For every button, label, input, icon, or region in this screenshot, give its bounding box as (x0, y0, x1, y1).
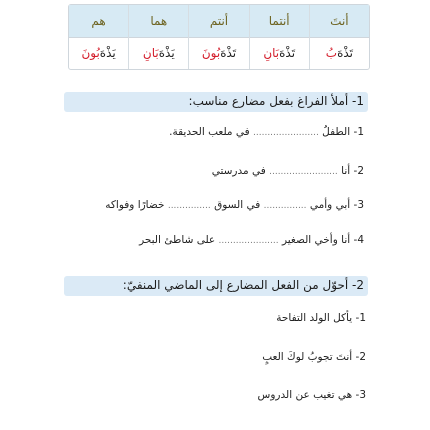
exercise-line: 1- الطفلُ ....................... في ملعب الحديقة. (169, 126, 364, 138)
exercise-line: 2- أنا ........................ في مدرستي (211, 165, 364, 177)
verb-cell: تَذْهَ بُونَ (188, 37, 248, 69)
verb-cell: تَذْهَ بُ (309, 37, 369, 69)
verb-cell: يَذْهَ بَانِ (128, 37, 188, 69)
pronoun-header-row (69, 5, 369, 38)
section2-title-bar (64, 276, 368, 296)
exercise-line: 3- هي تغيب عن الدروس (257, 389, 366, 401)
exercise-line: 1- يأكل الولد التفاحة (276, 312, 366, 324)
section1-title: 1- أملأ الفراغ بفعل مضارع مناسب: (188, 94, 364, 108)
verb-cell: يَذْهَ بُونَ (81, 46, 116, 60)
exercise-line: 3- أبي وأمي ............... في السوق ............... خضارًا وفواكه (105, 199, 364, 211)
exercise-line: 4- أنا وأخي الصغير ..................... على شاطئ البحر (139, 234, 364, 246)
section1-title-bar (64, 92, 368, 112)
verb-cell: تَذْهَ بَانِ (249, 37, 309, 69)
pronoun-cell: أنتَ (309, 5, 369, 37)
pronoun-cell: أنتم (188, 5, 248, 37)
section2-title: 2- أحوّل من الفعل المضارع إلى الماضي المنفيّ: (122, 278, 364, 292)
pronoun-cell: هم (91, 14, 106, 28)
verb-row (69, 37, 369, 69)
pronoun-cell: هما (128, 5, 188, 37)
pronoun-cell: أنتما (249, 5, 309, 37)
exercise-line: 2- أنتَ تجوبُ لوكَ العبٍ (262, 351, 366, 363)
pronoun-verb-table (68, 4, 370, 70)
